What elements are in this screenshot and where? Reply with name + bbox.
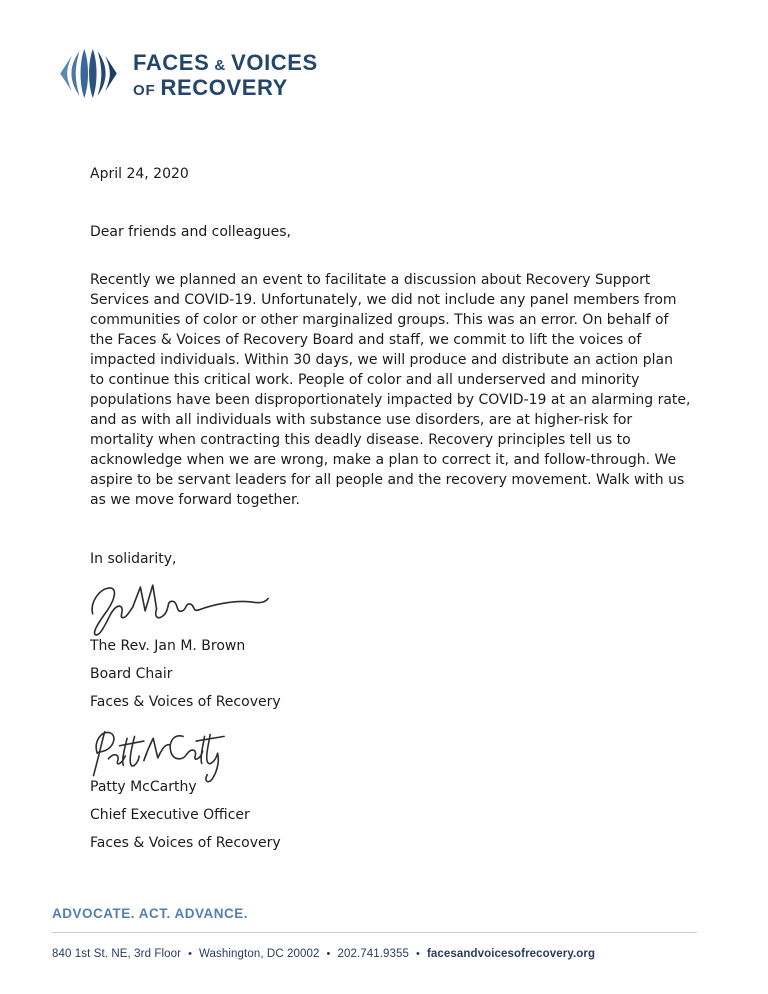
- signer-org: Faces & Voices of Recovery: [90, 694, 281, 710]
- org-wordmark-line2: OF RECOVERY: [133, 75, 288, 100]
- org-wordmark-line1: FACES & VOICES: [133, 50, 318, 75]
- bullet-separator-icon: •: [188, 948, 193, 960]
- signer-name: Patty McCarthy: [90, 779, 197, 795]
- footer-website: facesandvoicesofrecovery.org: [426, 948, 596, 960]
- signer-name: The Rev. Jan M. Brown: [90, 638, 246, 654]
- footer-phone: 202.741.9355: [337, 948, 410, 960]
- footer-tagline: ADVOCATE. ACT. ADVANCE.: [52, 906, 249, 921]
- footer-divider: [52, 932, 697, 933]
- signer-org: Faces & Voices of Recovery: [90, 835, 281, 851]
- footer-contact-line: [52, 948, 595, 960]
- letter-closing: In solidarity,: [90, 551, 177, 567]
- faces-voices-logo-icon: [56, 45, 120, 102]
- signer-title: Board Chair: [90, 666, 173, 682]
- letter-date: April 24, 2020: [90, 166, 189, 182]
- signer-title: Chief Executive Officer: [90, 807, 250, 823]
- footer-city: Washington, DC 20002: [199, 948, 320, 960]
- org-wordmark: [133, 52, 318, 102]
- letter-salutation: Dear friends and colleagues,: [90, 224, 292, 240]
- signature-jan-brown-image: [86, 578, 272, 640]
- bullet-separator-icon: •: [416, 948, 420, 960]
- letter-body-paragraph: Recently we planned an event to facilitate a discussion about Recovery Support Services and COVID-19. Unfortunately, we did not include any panel members from communities of color or other marginalized groups. This was an error. On behalf of the Faces & Voices of Recovery Board and staff, we commit to lift the voices of impacted individuals. Within 30 days, we will produce and distribute an action plan to continue this critical work. People of color and all underserved and minority populations have been disproportionately impacted by COVID-19 at an alarming rate, and as with all individuals with substance use disorders, are at higher-risk for mortality when contracting this deadly disease. Recovery principles tell us to acknowledge when we are wrong, make a plan to correct it, and follow-through. We aspire to be servant leaders for all people and the recovery movement. Walk with us as we move forward together.: [90, 272, 691, 508]
- bullet-separator-icon: •: [326, 948, 331, 960]
- footer-street-address: 840 1st St. NE, 3rd Floor: [52, 948, 182, 960]
- org-logo: [56, 45, 318, 102]
